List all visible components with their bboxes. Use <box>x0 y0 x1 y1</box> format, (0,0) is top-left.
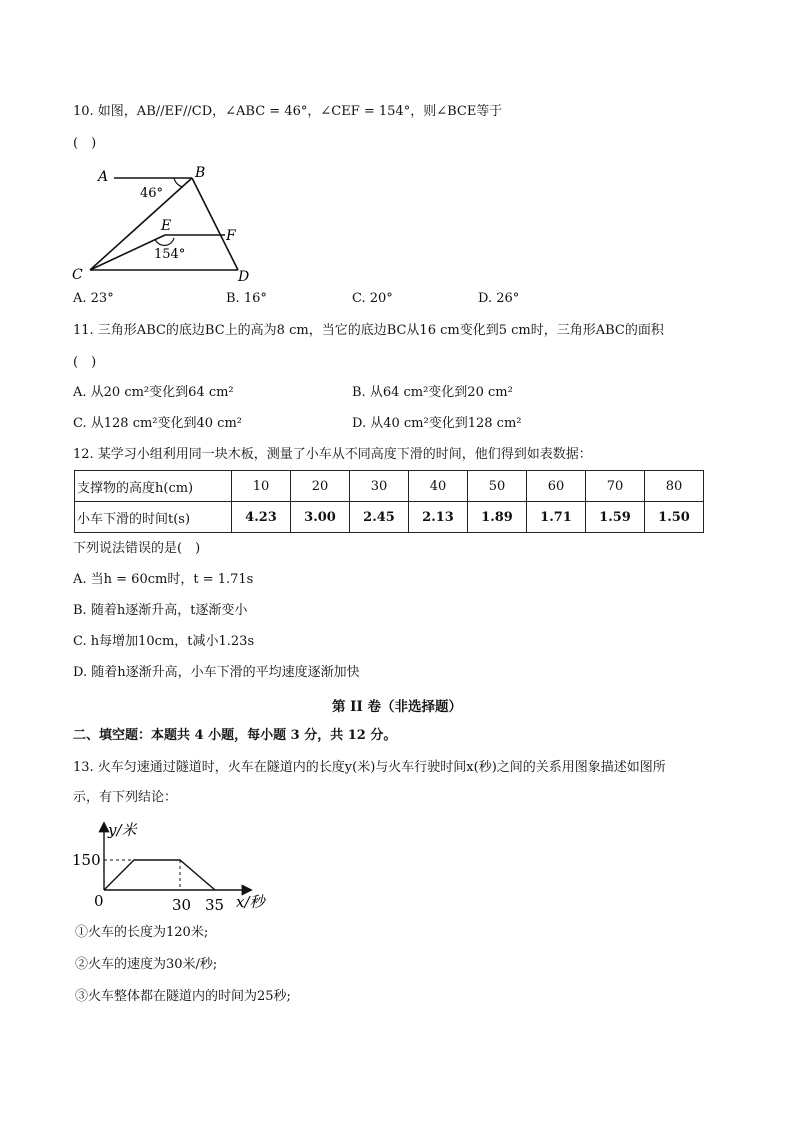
q12-data-table <box>74 470 704 533</box>
q13-stem-line1: 13. 火车匀速通过隧道时，火车在隧道内的长度y(米)与火车行驶时间x(秒)之间的关系用图象描述如图所 <box>73 760 666 775</box>
table-cell: 4.23 <box>232 502 291 533</box>
q10-option-c: C. 20° <box>352 291 393 306</box>
q12-option-b: B. 随着h逐渐升高，t逐渐变小 <box>73 603 248 618</box>
table-cell: 60 <box>527 471 586 502</box>
table-cell: 3.00 <box>291 502 350 533</box>
q10-option-a: A. 23° <box>73 291 114 306</box>
q11-option-b: B. 从64 cm²变化到20 cm² <box>352 385 513 400</box>
angle-46-label: 46° <box>140 186 164 201</box>
q13-conclusion-1: ①火车的长度为120米; <box>75 925 209 940</box>
q13-conclusion-2: ②火车的速度为30米/秒; <box>75 957 218 972</box>
table-cell: 80 <box>645 471 704 502</box>
q12-option-c: C. h每增加10cm，t减小1.23s <box>73 634 255 649</box>
q12-option-d: D. 随着h逐渐升高，小车下滑的平均速度逐渐加快 <box>73 665 360 680</box>
table-cell: 2.45 <box>350 502 409 533</box>
table-row <box>75 471 704 502</box>
q10-option-d: D. 26° <box>478 291 520 306</box>
q10-figure <box>70 160 260 288</box>
section-title: 第 II 卷（非选择题） <box>331 699 463 715</box>
y-axis-label: y/米 <box>108 821 137 839</box>
q11-option-c: C. 从128 cm²变化到40 cm² <box>73 416 243 431</box>
q12-question: 下列说法错误的是( ) <box>73 541 201 556</box>
tick-label-30: 30 <box>172 896 192 914</box>
tick-label-150: 150 <box>72 851 101 869</box>
label-a: A <box>98 169 109 185</box>
q13-graph <box>68 818 278 916</box>
q12-stem: 12. 某学习小组利用同一块木板，测量了小车从不同高度下滑的时间，他们得到如表数据： <box>73 447 592 462</box>
table-cell: 70 <box>586 471 645 502</box>
origin-label: 0 <box>94 892 104 910</box>
table-cell: 2.13 <box>409 502 468 533</box>
label-d: D <box>238 269 250 285</box>
table-header-time: 小车下滑的时间t(s) <box>75 502 232 533</box>
section-heading: 二、填空题：本题共 4 小题，每小题 3 分，共 12 分。 <box>73 728 397 743</box>
table-cell: 40 <box>409 471 468 502</box>
table-cell: 1.71 <box>527 502 586 533</box>
q11-option-d: D. 从40 cm²变化到128 cm² <box>352 416 522 431</box>
table-cell: 50 <box>468 471 527 502</box>
table-row <box>75 502 704 533</box>
q13-conclusion-3: ③火车整体都在隧道内的时间为25秒; <box>75 989 291 1004</box>
table-cell: 10 <box>232 471 291 502</box>
angle-154-label: 154° <box>154 247 186 262</box>
table-cell: 1.89 <box>468 502 527 533</box>
label-c: C <box>72 267 83 283</box>
q11-paren: ( ) <box>73 355 97 370</box>
table-cell: 1.59 <box>586 502 645 533</box>
q11-option-a: A. 从20 cm²变化到64 cm² <box>73 385 234 400</box>
label-e: E <box>161 218 172 234</box>
q10-option-b: B. 16° <box>226 291 267 306</box>
q11-stem: 11. 三角形ABC的底边BC上的高为8 cm，当它的底边BC从16 cm变化到5 cm时，三角形ABC的面积 <box>73 323 664 338</box>
x-axis-label: x/秒 <box>236 893 265 911</box>
label-f: F <box>226 228 236 244</box>
table-cell: 20 <box>291 471 350 502</box>
table-cell: 1.50 <box>645 502 704 533</box>
table-header-height: 支撑物的高度h(cm) <box>75 471 232 502</box>
q10-stem: 10. 如图，AB//EF//CD，∠ABC = 46°，∠CEF = 154°，则∠BCE等于 <box>73 104 503 119</box>
q10-paren: ( ) <box>73 136 97 151</box>
tick-label-35: 35 <box>205 896 225 914</box>
q12-option-a: A. 当h = 60cm时，t = 1.71s <box>73 572 254 587</box>
label-b: B <box>195 165 206 181</box>
table-cell: 30 <box>350 471 409 502</box>
q13-stem-line2: 示，有下列结论： <box>73 790 178 805</box>
